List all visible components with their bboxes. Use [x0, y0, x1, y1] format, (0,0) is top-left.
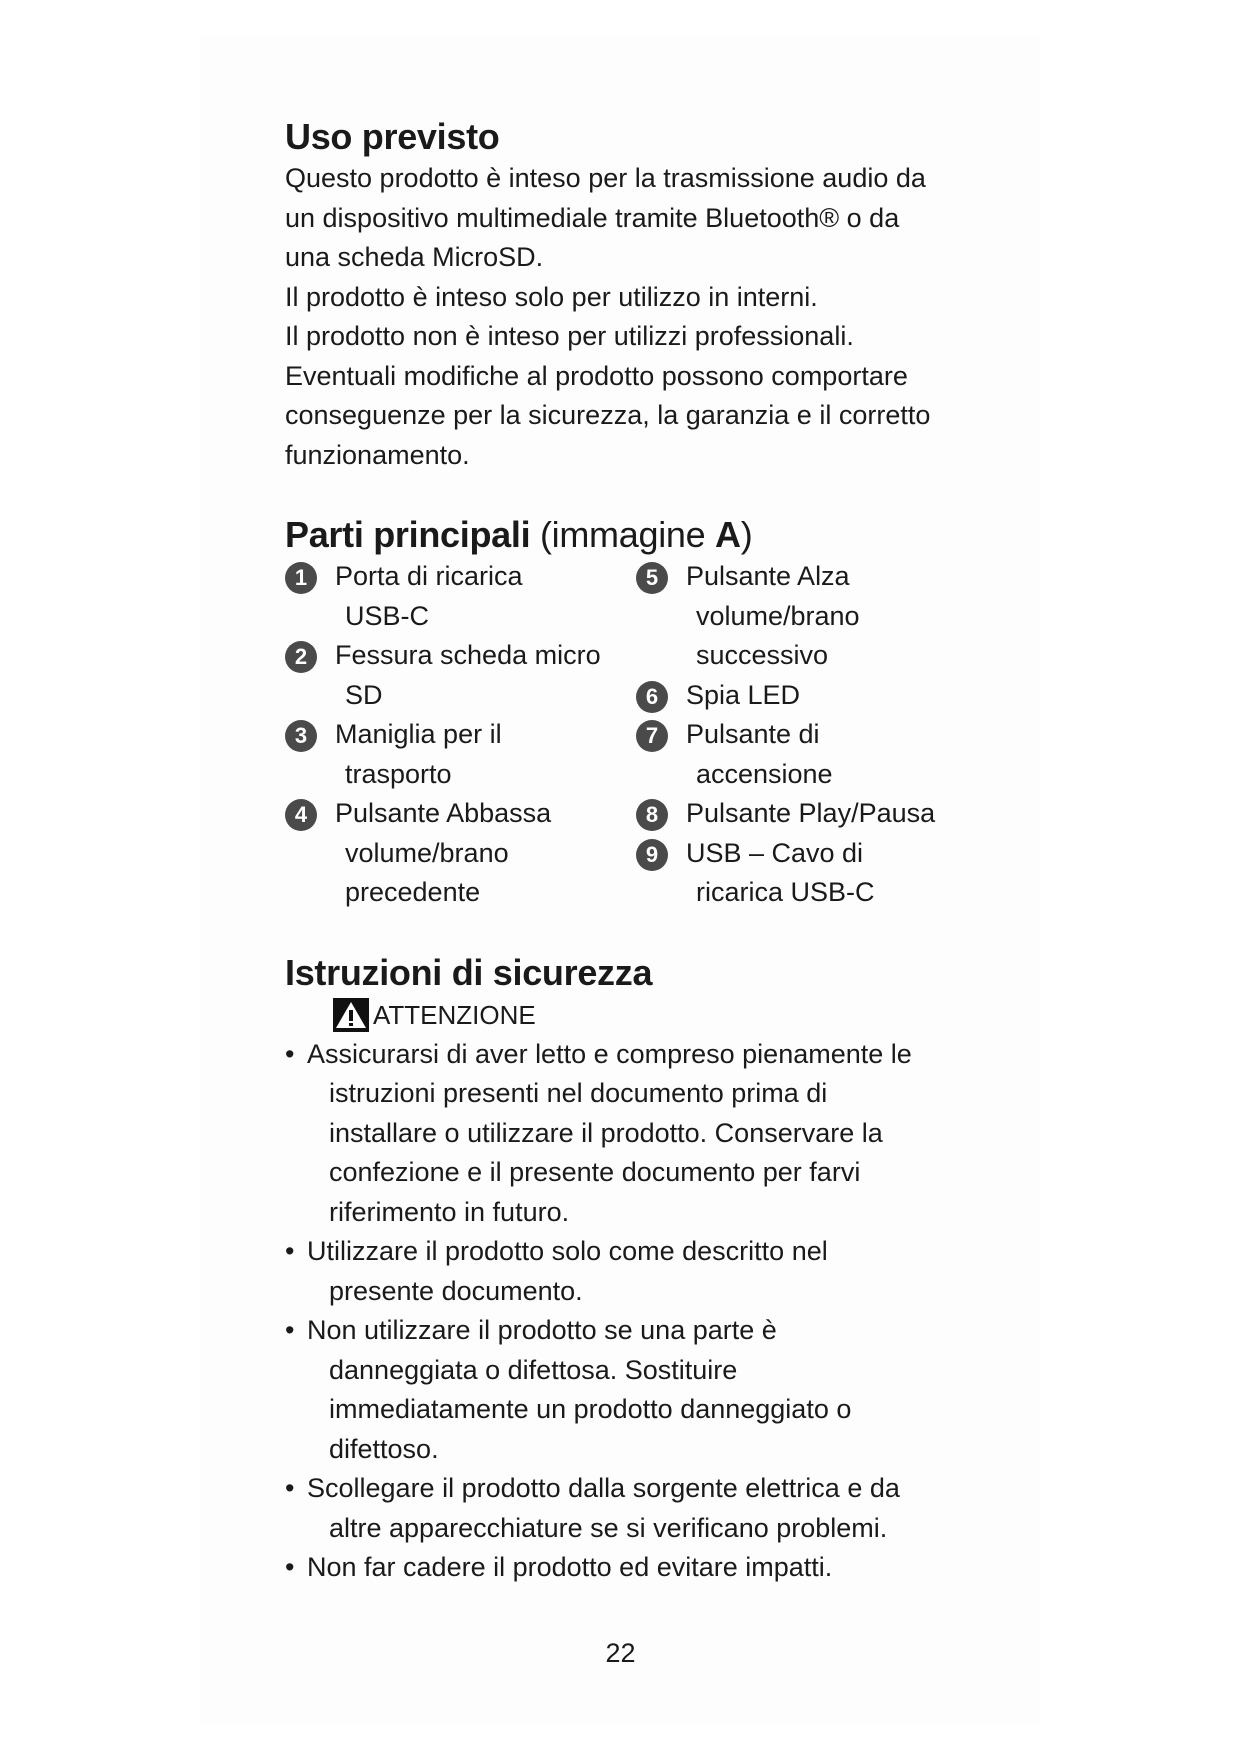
list-item	[285, 1232, 965, 1311]
part-item-2	[285, 636, 636, 715]
part-label-cont: successivo	[695, 640, 829, 670]
number-badge-icon: 6	[636, 681, 668, 713]
part-label-cont: volume/brano	[695, 600, 860, 631]
number-badge-icon: 5	[636, 562, 668, 594]
part-item-4	[285, 794, 636, 913]
part-item-1	[285, 557, 636, 636]
safety-section	[285, 951, 965, 1588]
bullet-first-line: • Non far cadere il prodotto ed evitare impatti.	[307, 1552, 833, 1582]
number-badge-icon: 8	[636, 799, 668, 831]
intended-use-text	[285, 159, 965, 475]
bullet-line: danneggiata o difettosa. Sostituire	[329, 1354, 738, 1385]
number-badge-icon: 3	[285, 720, 317, 752]
heading-light: (immagine	[530, 514, 716, 555]
text-line: Il prodotto non è inteso per utilizzi professionali.	[285, 321, 854, 351]
part-label-cont: ricarica USB-C	[695, 877, 875, 907]
bullet-line: immediatamente un prodotto danneggiato o	[329, 1394, 852, 1424]
heading-bold: Parti principali	[285, 514, 531, 555]
part-item-7	[636, 715, 965, 794]
text-line: funzionamento.	[285, 439, 470, 470]
number-badge-icon: 4	[285, 799, 317, 831]
list-item	[285, 1548, 965, 1588]
list-item	[285, 1311, 965, 1469]
part-label: USB – Cavo di	[685, 837, 864, 868]
bullet-first-line: • Scollegare il prodotto dalla sorgente elettrica e da	[307, 1473, 900, 1503]
part-label-cont: trasporto	[345, 758, 452, 789]
bullet-first-line: • Utilizzare il prodotto solo come descritto nel	[307, 1236, 828, 1266]
text-line: un dispositivo multimediale tramite Bluetooth® o da	[285, 202, 900, 233]
warning-text: ATTENZIONE	[373, 999, 536, 1030]
intended-use-heading: Uso previsto	[285, 116, 500, 157]
bullet-line: presente documento.	[329, 1275, 583, 1306]
safety-list	[285, 1035, 965, 1588]
part-item-8	[636, 794, 965, 834]
bullet-line: riferimento in futuro.	[329, 1196, 570, 1227]
part-label-cont: SD	[345, 679, 383, 710]
part-label: Porta di ricarica	[335, 561, 523, 591]
part-item-3	[285, 715, 636, 794]
document-body	[285, 115, 965, 1626]
bullet-first-line: • Assicurarsi di aver letto e compreso pienamente le	[307, 1038, 912, 1069]
part-label-cont: accensione	[695, 758, 833, 789]
part-label: Pulsante Abbassa	[335, 798, 552, 828]
warning-label	[285, 995, 965, 1035]
number-badge-icon: 1	[285, 562, 317, 594]
main-parts-section	[285, 513, 965, 913]
part-item-9	[636, 834, 965, 913]
bullet-line: altre apparecchiature se si verificano problemi.	[329, 1512, 888, 1543]
safety-heading: Istruzioni di sicurezza	[285, 951, 653, 993]
bullet-first-line: • Non utilizzare il prodotto se una parte è	[307, 1315, 777, 1345]
part-label: Fessura scheda micro	[335, 640, 601, 670]
text-line: Il prodotto è inteso solo per utilizzo in interni.	[285, 281, 818, 312]
part-label-cont: USB-C	[345, 600, 430, 631]
main-parts-heading	[285, 513, 965, 557]
number-badge-icon: 7	[636, 720, 668, 752]
page-number: 22	[605, 1638, 636, 1668]
bullet-line: confezione e il presente documento per farvi	[329, 1157, 861, 1187]
parts-column-right	[636, 557, 965, 913]
number-badge-icon: 9	[636, 839, 668, 871]
part-label: Maniglia per il	[335, 719, 502, 749]
text-line: una scheda MicroSD.	[285, 242, 544, 272]
part-item-5	[636, 557, 965, 676]
list-item	[285, 1469, 965, 1548]
part-label: Spia LED	[685, 679, 801, 710]
bullet-line: installare o utilizzare il prodotto. Conservare la	[329, 1117, 883, 1148]
intended-use-section	[285, 115, 965, 475]
bullet-line: difettoso.	[329, 1433, 439, 1464]
number-badge-icon: 2	[285, 641, 317, 673]
part-label-cont: precedente	[345, 877, 481, 907]
parts-column-left	[285, 557, 636, 913]
parts-list	[285, 557, 965, 913]
part-label: Pulsante di	[685, 719, 820, 749]
text-line: conseguenze per la sicurezza, la garanzia e il corretto	[285, 400, 931, 430]
list-item	[285, 1035, 965, 1233]
part-label-cont: volume/brano	[345, 837, 509, 868]
text-line: Questo prodotto è inteso per la trasmissione audio da	[285, 163, 926, 193]
heading-close: )	[740, 514, 753, 555]
part-label: Pulsante Alza	[685, 561, 850, 591]
warning-icon	[331, 998, 371, 1032]
text-line: Eventuali modifiche al prodotto possono comportare	[285, 360, 908, 391]
bullet-line: istruzioni presenti nel documento prima di	[329, 1078, 828, 1108]
part-item-6	[636, 676, 965, 716]
part-label: Pulsante Play/Pausa	[685, 798, 936, 828]
figure-letter: A	[715, 514, 741, 555]
